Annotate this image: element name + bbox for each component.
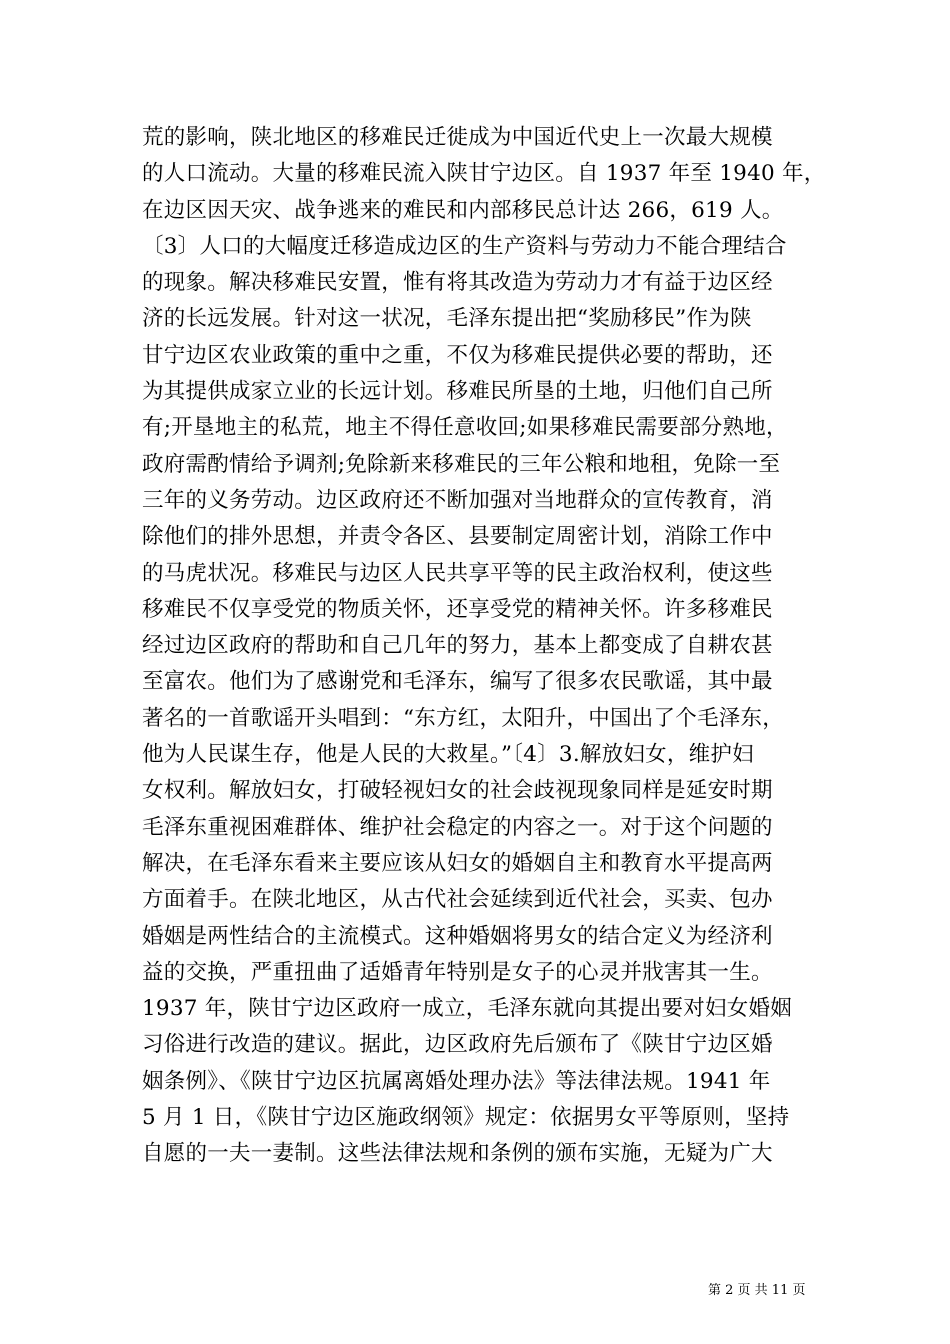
text-line: 的马虎状况。移难民与边区人民共享平等的民主政治权利，使这些 [142,560,773,586]
text-line: 甘宁边区农业政策的重中之重，不仅为移难民提供必要的帮助，还 [142,342,773,368]
text-line: 经过边区政府的帮助和自己几年的努力，基本上都变成了自耕农甚 [142,633,773,659]
text-line: 在边区因天灾、战争逃来的难民和内部移民总计达 266，619 人。 [142,197,784,223]
text-line: 三年的义务劳动。边区政府还不断加强对当地群众的宣传教育，消 [142,487,773,513]
text-line: 的人口流动。大量的移难民流入陕甘宁边区。自 1937 年至 1940 年， [142,161,826,187]
text-line: 政府需酌情给予调剂;免除新来移难民的三年公粮和地租，免除一至 [142,451,781,477]
text-line: 〔3〕人口的大幅度迁移造成边区的生产资料与劳动力不能合理结合 [142,233,787,259]
text-line: 解决，在毛泽东看来主要应该从妇女的婚姻自主和教育水平提高两 [142,850,773,876]
text-line: 除他们的排外思想，并责令各区、县要制定周密计划，消除工作中 [142,524,773,550]
page-number-footer: 第 2 页 共 11 页 [708,1283,806,1298]
text-line: 有;开垦地主的私荒，地主不得任意收回;如果移难民需要部分熟地， [142,415,788,441]
text-line: 至富农。他们为了感谢党和毛泽东，编写了很多农民歌谣，其中最 [142,669,773,695]
text-line: 济的长远发展。针对这一状况，毛泽东提出把“奖励移民”作为陕 [142,306,752,332]
text-line: 毛泽东重视困难群体、维护社会稳定的内容之一。对于这个问题的 [142,814,773,840]
text-line: 女权利。解放妇女，打破轻视妇女的社会歧视现象同样是延安时期 [142,778,773,804]
text-line: 婚姻是两性结合的主流模式。这种婚姻将男女的结合定义为经济利 [142,923,773,949]
text-line: 习俗进行改造的建议。据此，边区政府先后颁布了《陕甘宁边区婚 [142,1032,773,1058]
text-line: 著名的一首歌谣开头唱到：“东方红，太阳升，中国出了个毛泽东， [142,705,784,731]
text-line: 姻条例》、《陕甘宁边区抗属离婚处理办法》等法律法规。1941 年 [142,1068,771,1094]
text-line: 1937 年，陕甘宁边区政府一成立，毛泽东就向其提出要对妇女婚姻 [142,996,793,1022]
text-line: 5 月 1 日，《陕甘宁边区施政纲领》规定：依据男女平等原则，坚持 [142,1105,790,1131]
text-line: 益的交换，严重扭曲了适婚青年特别是女子的心灵并戕害其一生。 [142,959,773,985]
text-line: 为其提供成家立业的长远计划。移难民所垦的土地，归他们自己所 [142,379,773,405]
text-line: 的现象。解决移难民安置，惟有将其改造为劳动力才有益于边区经 [142,270,773,296]
body-text [142,120,826,1173]
text-line: 方面着手。在陕北地区，从古代社会延续到近代社会，买卖、包办 [142,887,773,913]
text-line: 荒的影响，陕北地区的移难民迁徙成为中国近代史上一次最大规模 [142,125,773,150]
text-line: 他为人民谋生存，他是人民的大救星。”〔4〕3.解放妇女，维护妇 [142,742,754,768]
text-line: 移难民不仅享受党的物质关怀，还享受党的精神关怀。许多移难民 [142,596,773,622]
text-line: 自愿的一夫一妻制。这些法律法规和条例的颁布实施，无疑为广大 [142,1141,773,1167]
